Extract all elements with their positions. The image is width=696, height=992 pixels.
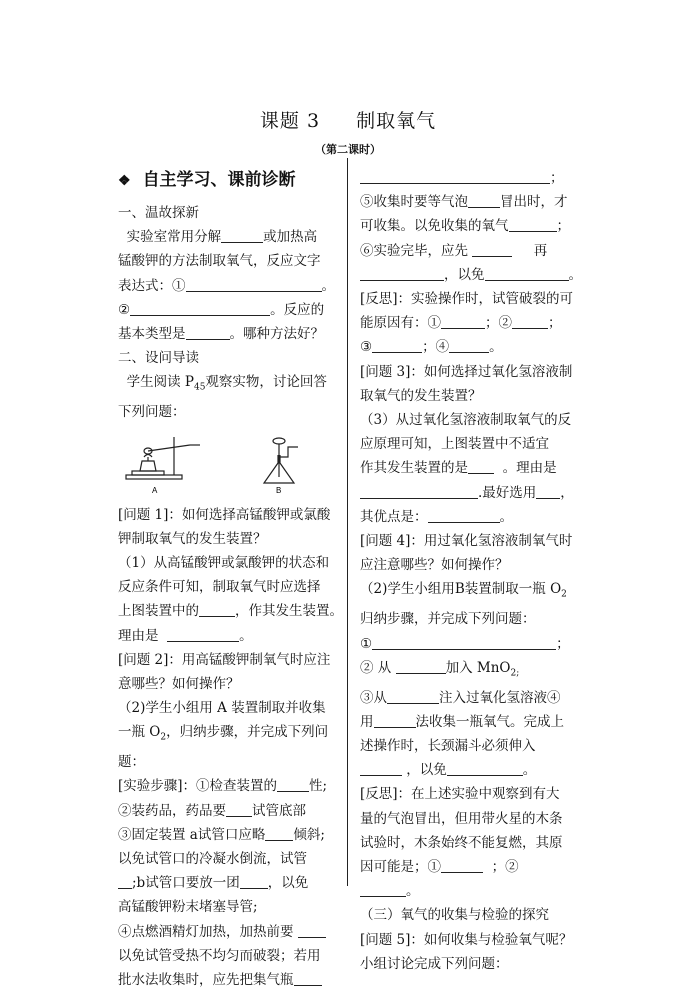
text-line: ，以免 。 — [360, 758, 580, 782]
text-line: 学生阅读 $P_{45}$观察实物，讨论回答 — [126, 374, 327, 394]
text-line: ③ ；④ 。 — [360, 339, 503, 356]
text-line: （1）从高锰酸钾或氯酸钾的状态和 — [118, 554, 330, 571]
diamond-bullet-icon: ❖ — [118, 173, 131, 189]
text-line: 述操作时，长颈漏斗必须伸入 — [360, 738, 536, 755]
text-line: 量的气泡冒出，但用带火星的木条 — [360, 810, 563, 827]
text-line: 。 — [360, 879, 580, 903]
text-line: 因可能是；① ；② — [360, 859, 519, 876]
apparatus-a-icon — [126, 437, 200, 479]
question-5: [问题 5]：如何收集与检验氧气呢？ — [360, 931, 573, 948]
text-line: 上图装置中的 ，作其发生装置。 — [118, 603, 343, 620]
text-line: ② 从 加入 MnO$_{2;}$ — [360, 659, 520, 679]
text-line: 以免试管口的冷凝水倒流，试管 — [118, 851, 307, 868]
page-subtitle: （第二课时） — [315, 143, 381, 156]
text-line: 以免试管受热不均匀而破裂；若用 — [118, 947, 321, 964]
lesson-name: 制取氧气 — [356, 110, 437, 132]
text-line: 高锰酸钾粉末堵塞导管; — [118, 899, 258, 916]
text-line: ②装药品，药品要 试管底部 — [118, 802, 306, 819]
text-line: 应注意哪些？如何操作？ — [360, 557, 509, 574]
section-title-guide: 二、设问导读 — [118, 350, 199, 367]
apparatus-b-icon — [264, 438, 298, 483]
text-line: 锰酸钾的方法制取氧气，反应文字 — [118, 253, 321, 270]
text-line: ⑤收集时要等气泡 冒出时，才 — [360, 194, 568, 211]
text-line: 表达式：① 。 — [118, 277, 335, 294]
label-b: B — [276, 485, 282, 495]
right-column — [360, 166, 580, 976]
text-line: （3）从过氧化氢溶液制取氧气的反 — [360, 412, 572, 429]
text-line: 用 法收集一瓶氧气。完成上 — [360, 713, 564, 730]
question-4: [问题 4]：用过氧化氢溶液制氧气时 — [360, 533, 573, 550]
reflection-2: [反思]：在上述实验中观察到有大 — [360, 786, 560, 803]
text-line: 反应条件可知，制取氧气时应选择 — [118, 579, 321, 596]
text-line: ，以免 。 — [360, 263, 580, 287]
left-column — [118, 166, 343, 992]
text-line: ④点燃酒精灯加热，加热前要 — [118, 920, 338, 944]
text-line: ③从 注入过氧化氢溶液④ — [360, 689, 561, 706]
text-line: （2)学生小组用 A 装置制取并收集 — [118, 700, 326, 717]
question-1: [问题 1]：如何选择高锰酸钾或氯酸 — [118, 506, 331, 523]
text-line: 钾制取氧气的发生装置？ — [118, 530, 267, 547]
text-line: [实验步骤]：①检查装置的 性; — [118, 778, 328, 795]
column-divider — [347, 158, 348, 886]
text-line: 小组讨论完成下列问题： — [360, 955, 509, 972]
section-title-review: 一、温故探新 — [118, 205, 199, 221]
text-line: 归纳步骤，并完成下列问题： — [360, 611, 536, 628]
text-line: 其优点是： 。 — [360, 508, 513, 525]
text-line: ⑥实验完毕，应先 再 — [360, 242, 548, 259]
text-line: 试验时，木条始终不能复燃，其原 — [360, 834, 563, 851]
text-line: ① ； — [360, 635, 570, 652]
question-2: [问题 2]：用高锰酸钾制氧气时应注 — [118, 651, 331, 668]
apparatus-figure — [118, 431, 338, 499]
lesson-number: 课题 3 — [259, 110, 321, 132]
section-title-collection: （三）氧气的收集与检验的探究 — [360, 907, 549, 924]
text-line: 应原理可知，上图装置中不适宜 — [360, 436, 549, 453]
text-line: 题： — [118, 754, 145, 771]
text-line: ； — [360, 166, 580, 190]
text-line: ② 。反应的 — [118, 301, 325, 318]
text-line: 可收集。以免收集的氧气 ； — [360, 218, 570, 235]
text-line: 作其发生装置的是 。理由是 — [360, 460, 557, 477]
reflection-1: [反思]：实验操作时，试管破裂的可 — [360, 291, 574, 308]
section-heading: ❖ 自主学习、课前诊断 — [118, 170, 296, 190]
text-line: 一瓶 $O_2$，归纳步骤，并完成下列问 — [118, 724, 329, 744]
label-a: A — [152, 485, 158, 495]
text-line: （2)学生小组用B装置制取一瓶 $O_2$ — [360, 581, 567, 601]
question-3: [问题 3]：如何选择过氧化氢溶液制 — [360, 363, 573, 380]
text-line: 批水法收集时，应先把集气瓶 — [118, 968, 338, 992]
text-line: 取氧气的发生装置？ — [360, 387, 482, 404]
text-line: 能原因有：① ；② ； — [360, 315, 562, 332]
text-line: 实验室常用分解 或加热高 — [126, 229, 318, 246]
text-line: 下列问题： — [118, 404, 186, 421]
apparatus-diagram — [118, 431, 338, 499]
page-title — [0, 106, 696, 133]
text-line: .最好选用 ， — [360, 481, 580, 505]
text-line: 理由是 。 — [118, 627, 253, 644]
text-line: ;b试管口要放一团 ，以免 — [118, 871, 338, 895]
text-line: ③固定装置 a试管口应略 倾斜; — [118, 826, 325, 843]
text-line: 意哪些？如何操作？ — [118, 675, 240, 692]
text-line: 基本类型是 。哪种方法好？ — [118, 326, 324, 343]
